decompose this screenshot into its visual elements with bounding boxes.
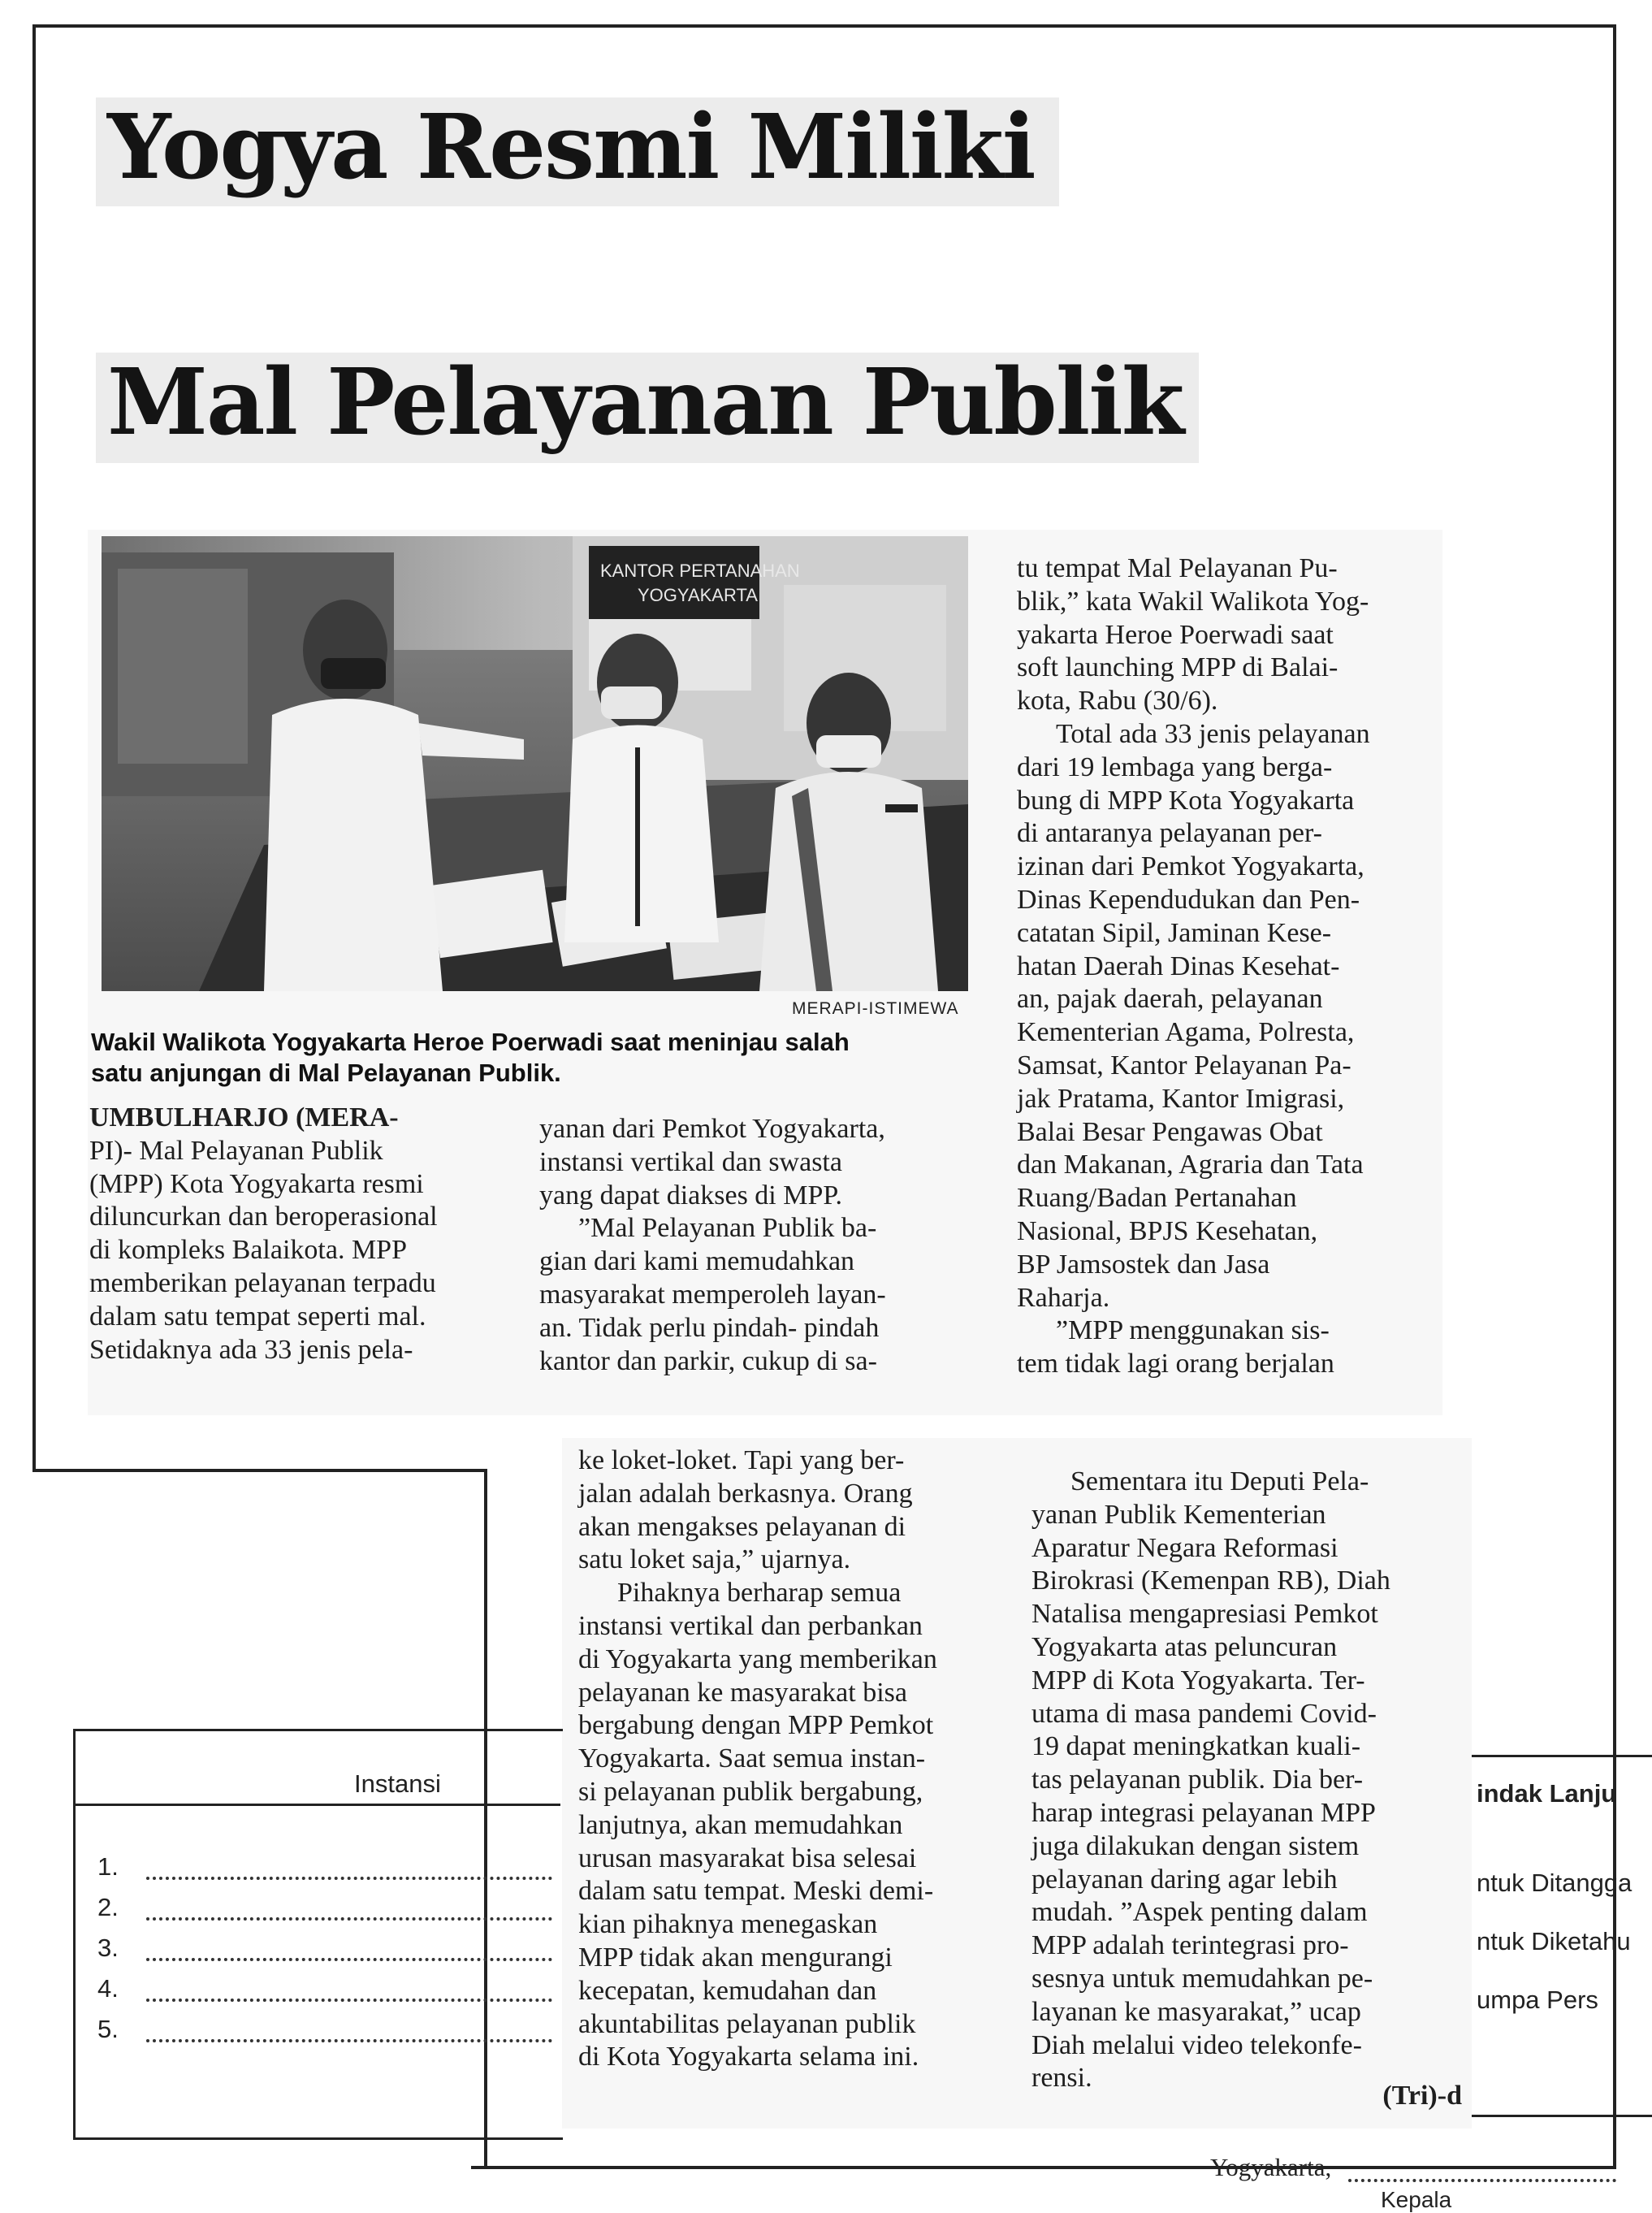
article-column-3 [1017,552,1433,1381]
paragraph-line: (MPP) Kota Yogyakarta resmi [89,1168,424,1199]
form-tindak-item: ntuk Ditangga [1477,1869,1633,1897]
form-dotted-line [146,2039,552,2042]
paragraph-line: catatan Sipil, Jaminan Kese- [1017,917,1332,948]
paragraph-line: layanan ke masyarakat,” ucap [1031,1996,1361,2027]
paragraph-line: Aparatur Negara Reformasi [1031,1532,1338,1563]
paragraph-line: izinan dari Pemkot Yogyakarta, [1017,851,1364,882]
paragraph-line: sesnya untuk memudahkan pe- [1031,1963,1373,1994]
paragraph-line: gian dari kami memudahkan [539,1246,855,1277]
paragraph-line: dalam satu tempat. Meski demi- [578,1876,934,1907]
form-tindak-header: indak Lanju [1477,1779,1617,1808]
paragraph-line: juga dilakukan dengan sistem [1031,1830,1360,1861]
paragraph-line: kecepatan, kemudahan dan [578,1975,877,2006]
frame-top-line [32,24,1616,28]
form-number: 4. [97,1974,119,2003]
paragraph-line: bergabung dengan MPP Pemkot [578,1710,934,1741]
paragraph-line: Natalisa mengapresiasi Pemkot [1031,1599,1378,1630]
paragraph-line: Setidaknya ada 33 jenis pela- [89,1334,413,1365]
paragraph-line: an, pajak daerah, pelayanan [1017,984,1323,1015]
paragraph-line: kantor dan parkir, cukup di sa- [539,1345,877,1376]
sign-text-1: KANTOR PERTANAHAN [600,561,800,581]
paragraph-line: utama di masa pandemi Covid- [1031,1698,1377,1729]
paragraph-line: Yogyakarta atas peluncuran [1031,1631,1338,1662]
headline-line-2: Mal Pelayanan Publik [96,353,1199,463]
paragraph-line: Yogyakarta. Saat semua instan- [578,1743,926,1774]
paragraph-line: bung di MPP Kota Yogyakarta [1017,785,1355,816]
paragraph-line: satu loket saja,” ujarnya. [578,1544,851,1575]
photo-caption-line-1: Wakil Walikota Yogyakarta Heroe Poerwadi saat meninjau salah [91,1028,850,1056]
paragraph-line: jak Pratama, Kantor Imigrasi, [1017,1083,1345,1114]
paragraph-line: yanan Publik Kementerian [1031,1499,1326,1530]
photo-credit: MERAPI-ISTIMEWA [792,999,959,1018]
paragraph-line: tas pelayanan publik. Dia ber- [1031,1765,1364,1795]
paragraph-line: Diah melalui video telekonfe- [1031,2029,1362,2060]
frame-bottom-line [471,2166,1616,2169]
paragraph-line: urusan masyarakat bisa selesai [578,1843,917,1873]
paragraph-line: harap integrasi pelayanan MPP [1031,1797,1376,1828]
paragraph-line: an. Tidak perlu pindah- pindah [539,1312,880,1343]
form-number: 1. [97,1852,119,1881]
paragraph-line: kota, Rabu (30/6). [1017,686,1218,717]
article-column-2 [539,1113,965,1378]
paragraph-line: instansi vertikal dan perbankan [578,1610,923,1641]
paragraph-line: yanan dari Pemkot Yogyakarta, [539,1114,885,1144]
form-tindak-item: umpa Pers [1477,1986,1598,2014]
headline-line-1: Yogya Resmi Miliki [96,97,1059,206]
paragraph-line: Sementara itu Deputi Pela- [1070,1466,1369,1496]
paragraph-line: akan mengakses pelayanan di [578,1511,906,1542]
paragraph-line: pelayanan ke masyarakat bisa [578,1677,907,1708]
paragraph-line: di Kota Yogyakarta selama ini. [578,2042,919,2072]
form-number: 5. [97,2015,119,2043]
paragraph-line: tem tidak lagi orang berjalan [1017,1349,1334,1379]
form-kepala: Kepala [1381,2187,1452,2212]
form-dotted-line [146,1958,552,1961]
paragraph-line: Raharja. [1017,1282,1110,1313]
paragraph-line: instansi vertikal dan swasta [539,1146,842,1177]
form-instansi-label: Instansi [354,1769,441,1798]
paragraph-line: MPP di Kota Yogyakarta. Ter- [1031,1665,1365,1695]
sign-text-2: YOGYAKARTA [638,585,758,605]
paragraph-line: akuntabilitas pelayanan publik [578,2008,916,2039]
paragraph-line: ”Mal Pelayanan Publik ba- [578,1213,877,1244]
paragraph-line: dan Makanan, Agraria dan Tata [1017,1150,1364,1180]
paragraph-line: mudah. ”Aspek penting dalam [1031,1897,1368,1928]
dateline-text: UMBULHARJO (MERA- [89,1102,399,1132]
form-number: 2. [97,1893,119,1921]
paragraph-line: rensi. [1031,2063,1092,2094]
form-dotted-line [146,1999,552,2002]
frame-left-line [32,24,36,1470]
form-header-divider [73,1804,560,1806]
paragraph-line: blik,” kata Wakil Walikota Yog- [1017,586,1369,617]
paragraph-line: memberikan pelayanan terpadu [89,1267,436,1298]
paragraph-line: di Yogyakarta yang memberikan [578,1644,937,1674]
paragraph-line: di kompleks Balaikota. MPP [89,1235,407,1266]
paragraph-line: Birokrasi (Kemenpan RB), Diah [1031,1566,1390,1596]
paragraph-line: diluncurkan dan beroperasional [89,1202,438,1232]
paragraph-line: MPP tidak akan mengurangi [578,1942,893,1973]
paragraph-line: BP Jamsostek dan Jasa [1017,1249,1270,1280]
paragraph-line: MPP adalah terintegrasi pro- [1031,1930,1349,1961]
photo-caption-line-2: satu anjungan di Mal Pelayanan Publik. [91,1059,561,1087]
article-column-5 [1031,1466,1462,2095]
paragraph-line: Dinas Kependudukan dan Pen- [1017,884,1360,915]
paragraph-line: ”MPP menggunakan sis- [1056,1315,1330,1346]
paragraph-line: kian pihaknya menegaskan [578,1909,878,1940]
frame-notch-top-line [32,1469,487,1472]
paragraph-line: ke loket-loket. Tapi yang ber- [578,1445,905,1475]
article-column-4 [578,1444,996,2074]
paragraph-line: lanjutnya, akan memudahkan [578,1809,903,1840]
paragraph-line: Balai Besar Pengawas Obat [1017,1116,1323,1147]
form-dotted-line [146,1917,552,1921]
paragraph-line: hatan Daerah Dinas Kesehat- [1017,951,1340,981]
paragraph-line: Ruang/Badan Pertanahan [1017,1183,1297,1214]
form-date-dotted-line [1348,2179,1616,2182]
paragraph-line: masyarakat memperoleh layan- [539,1279,886,1310]
paragraph-line: Nasional, BPJS Kesehatan, [1017,1215,1318,1246]
paragraph-line: pelayanan daring agar lebih [1031,1864,1338,1895]
paragraph-line: soft launching MPP di Balai- [1017,652,1338,683]
paragraph-line: jalan adalah berkasnya. Orang [578,1478,913,1509]
paragraph-line: 19 dapat meningkatkan kuali- [1031,1731,1361,1762]
paragraph-line: dalam satu tempat seperti mal. [89,1301,426,1332]
article-byline: (Tri)-d [1382,2081,1462,2111]
paragraph-line: PI)- Mal Pelayanan Publik [89,1135,383,1166]
paragraph-line: Samsat, Kantor Pelayanan Pa- [1017,1050,1351,1081]
form-place: Yogyakarta, [1210,2153,1332,2181]
news-photo [102,536,968,991]
article-column-1 [89,1102,500,1366]
form-dotted-line [146,1877,552,1880]
paragraph-line: Kementerian Agama, Polresta, [1017,1017,1355,1048]
photo-illustration [102,536,968,991]
paragraph-line: Total ada 33 jenis pelayanan [1056,718,1370,749]
form-tindak-item: ntuk Diketahu [1477,1927,1631,1955]
form-box [73,1729,563,2140]
paragraph-line: dari 19 lembaga yang berga- [1017,751,1333,782]
paragraph-line: yakarta Heroe Poerwadi saat [1017,619,1334,650]
paragraph-line: si pelayanan publik bergabung, [578,1776,923,1807]
paragraph-line: tu tempat Mal Pelayanan Pu- [1017,553,1338,583]
paragraph-line: yang dapat diakses di MPP. [539,1180,843,1210]
form-number: 3. [97,1934,119,1962]
paragraph-line: di antaranya pelayanan per- [1017,818,1322,849]
paragraph-line: Pihaknya berharap semua [617,1578,902,1609]
